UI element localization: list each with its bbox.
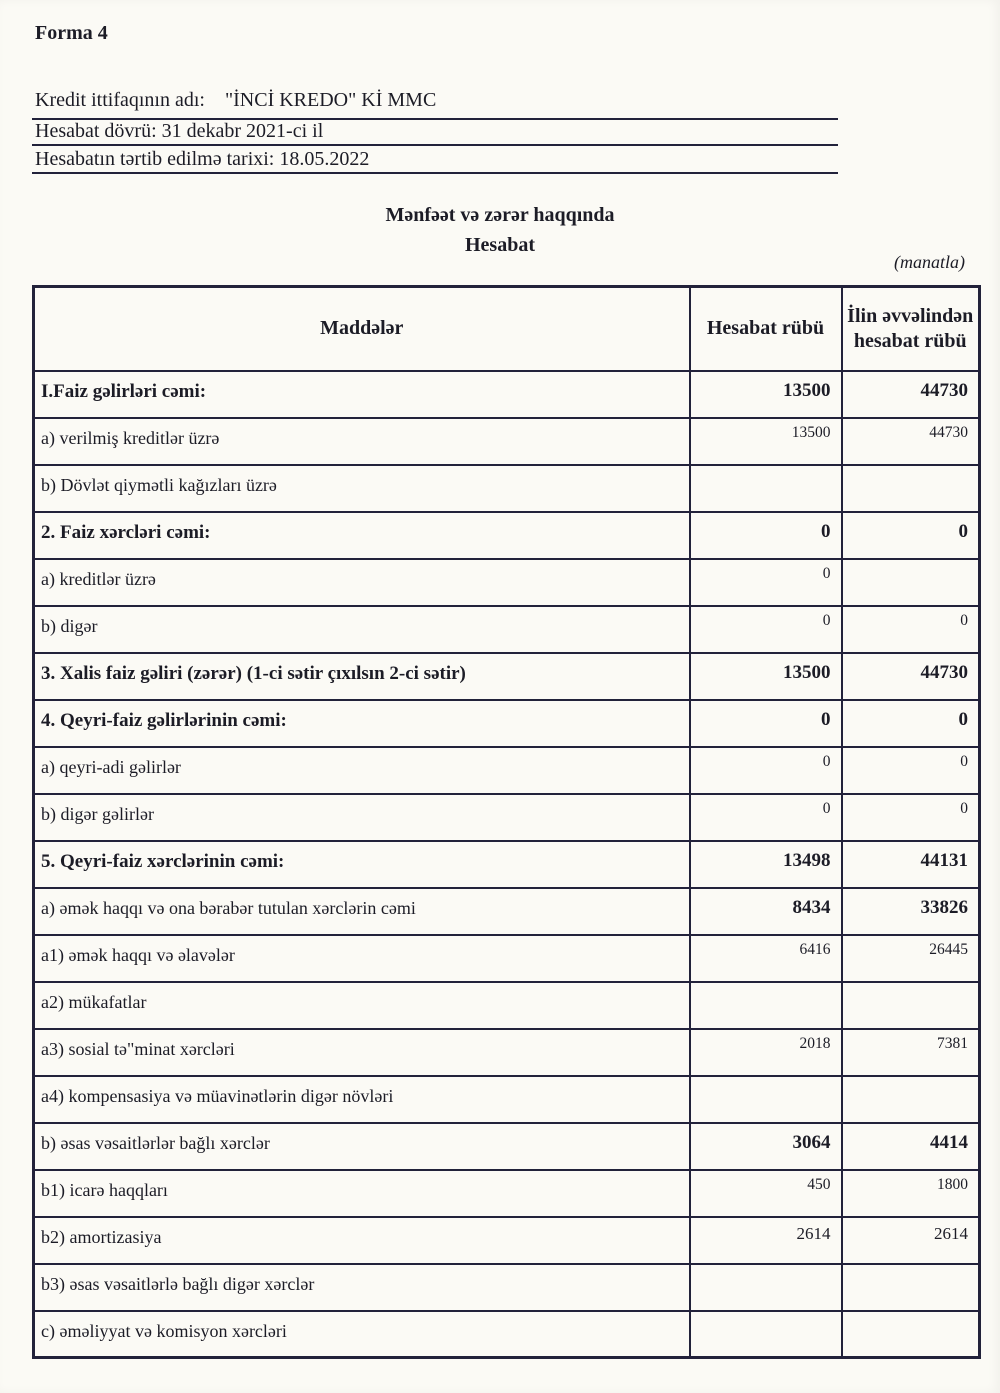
- header-quarter: Hesabat rübü: [690, 287, 842, 371]
- row-label: b) digər: [34, 606, 690, 653]
- header-ytd: İlin əvvəlindən hesabat rübü: [842, 287, 980, 371]
- row-label: a3) sosial tə"minat xərcləri: [34, 1029, 690, 1076]
- row-label: b3) əsas vəsaitlərlə bağlı digər xərclər: [34, 1264, 690, 1311]
- table-row: [34, 1264, 980, 1311]
- row-label: a2) mükafatlar: [34, 982, 690, 1029]
- row-label: a) kreditlər üzrə: [34, 559, 690, 606]
- row-ytd: [842, 982, 980, 1029]
- table-row: [34, 747, 980, 794]
- row-label: b) digər gəlirlər: [34, 794, 690, 841]
- row-quarter: 2018: [690, 1029, 842, 1076]
- credit-union-label: Kredit ittifaqının adı:: [35, 89, 205, 111]
- row-quarter: [690, 1076, 842, 1123]
- row-quarter: [690, 1264, 842, 1311]
- row-label: I.Faiz gəlirləri cəmi:: [34, 371, 690, 418]
- row-quarter: 6416: [690, 935, 842, 982]
- row-label: b) Dövlət qiymətli kağızları üzrə: [34, 465, 690, 512]
- row-label: a) əmək haqqı və ona bərabər tutulan xərclərin cəmi: [34, 888, 690, 935]
- credit-union-line: [35, 89, 436, 112]
- row-label: 5. Qeyri-faiz xərclərinin cəmi:: [34, 841, 690, 888]
- row-ytd: [842, 1264, 980, 1311]
- table-row: [34, 559, 980, 606]
- row-ytd: [842, 1076, 980, 1123]
- table-row: [34, 1311, 980, 1358]
- row-ytd: 0: [842, 606, 980, 653]
- row-label: 4. Qeyri-faiz gəlirlərinin cəmi:: [34, 700, 690, 747]
- row-label: b1) icarə haqqları: [34, 1170, 690, 1217]
- row-ytd: 26445: [842, 935, 980, 982]
- table-row: [34, 700, 980, 747]
- row-quarter: 0: [690, 700, 842, 747]
- table-row: [34, 1217, 980, 1264]
- row-quarter: 13500: [690, 371, 842, 418]
- report-period: Hesabat dövrü: 31 dekabr 2021-ci il: [35, 120, 324, 142]
- row-quarter: 0: [690, 606, 842, 653]
- header-items: Maddələr: [34, 287, 690, 371]
- row-quarter: [690, 1311, 842, 1358]
- row-ytd: [842, 559, 980, 606]
- row-label: 3. Xalis faiz gəliri (zərər) (1-ci sətir çıxılsın 2-ci sətir): [34, 653, 690, 700]
- row-label: a) verilmiş kreditlər üzrə: [34, 418, 690, 465]
- row-ytd: 2614: [842, 1217, 980, 1264]
- row-ytd: 7381: [842, 1029, 980, 1076]
- form-number: Forma 4: [35, 22, 108, 44]
- table-row: [34, 1029, 980, 1076]
- row-quarter: 450: [690, 1170, 842, 1217]
- row-ytd: 0: [842, 794, 980, 841]
- row-label: a) qeyri-adi gəlirlər: [34, 747, 690, 794]
- table-row: [34, 794, 980, 841]
- prepared-date: Hesabatın tərtib edilmə tarixi: 18.05.2022: [35, 148, 370, 170]
- row-quarter: 0: [690, 747, 842, 794]
- row-ytd: [842, 465, 980, 512]
- row-ytd: 33826: [842, 888, 980, 935]
- row-label: c) əməliyyat və komisyon xərcləri: [34, 1311, 690, 1358]
- row-quarter: [690, 982, 842, 1029]
- row-ytd: 44730: [842, 371, 980, 418]
- row-quarter: 13500: [690, 653, 842, 700]
- table-row: [34, 653, 980, 700]
- divider-line-3: [32, 172, 838, 174]
- row-quarter: 0: [690, 794, 842, 841]
- row-quarter: 3064: [690, 1123, 842, 1170]
- row-ytd: [842, 1311, 980, 1358]
- row-quarter: 13500: [690, 418, 842, 465]
- row-quarter: 0: [690, 559, 842, 606]
- table-row: [34, 606, 980, 653]
- table-row: [34, 935, 980, 982]
- document-title-line2: Hesabat: [465, 234, 535, 256]
- row-quarter: [690, 465, 842, 512]
- table-row: [34, 1170, 980, 1217]
- row-ytd: 4414: [842, 1123, 980, 1170]
- table-row: [34, 465, 980, 512]
- table-row: [34, 418, 980, 465]
- table-row: [34, 982, 980, 1029]
- row-label: a4) kompensasiya və müavinətlərin digər növləri: [34, 1076, 690, 1123]
- table-row: [34, 1123, 980, 1170]
- table-row: [34, 888, 980, 935]
- row-quarter: 13498: [690, 841, 842, 888]
- credit-union-name: "İNCİ KREDO" Kİ MMC: [224, 89, 437, 111]
- table-row: [34, 371, 980, 418]
- currency-note: (manatla): [894, 252, 965, 272]
- row-quarter: 0: [690, 512, 842, 559]
- row-quarter: 8434: [690, 888, 842, 935]
- row-label: b) əsas vəsaitlərlər bağlı xərclər: [34, 1123, 690, 1170]
- row-label: a1) əmək haqqı və əlavələr: [34, 935, 690, 982]
- document-title-line1: Mənfəət və zərər haqqında: [385, 204, 615, 226]
- row-label: b2) amortizasiya: [34, 1217, 690, 1264]
- row-ytd: 44730: [842, 418, 980, 465]
- row-ytd: 0: [842, 747, 980, 794]
- row-label: 2. Faiz xərcləri cəmi:: [34, 512, 690, 559]
- row-ytd: 0: [842, 512, 980, 559]
- table-row: [34, 512, 980, 559]
- profit-loss-table: [32, 285, 981, 1359]
- row-ytd: 1800: [842, 1170, 980, 1217]
- row-ytd: 44131: [842, 841, 980, 888]
- table-row: [34, 841, 980, 888]
- table-header-row: [34, 287, 980, 371]
- divider-line-2: [32, 144, 838, 146]
- row-ytd: 0: [842, 700, 980, 747]
- table-row: [34, 1076, 980, 1123]
- row-ytd: 44730: [842, 653, 980, 700]
- row-quarter: 2614: [690, 1217, 842, 1264]
